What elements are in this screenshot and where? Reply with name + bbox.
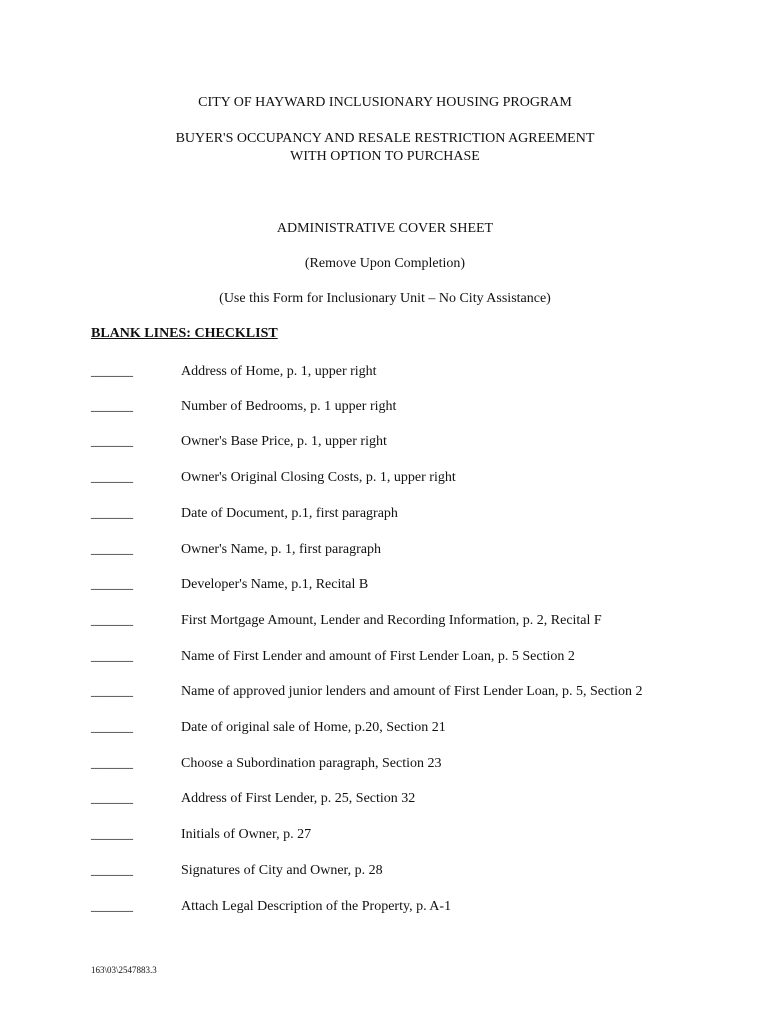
blank-line[interactable]: ______: [91, 720, 133, 735]
checklist-item-label: Name of First Lender and amount of First Lender Loan, p. 5 Section 2: [181, 649, 575, 664]
checklist-item: [0, 469, 770, 487]
blank-line[interactable]: ______: [91, 899, 133, 914]
checklist-item: [0, 719, 770, 737]
checklist-item: [0, 398, 770, 416]
checklist-item: [0, 790, 770, 808]
checklist-item-label: Owner's Name, p. 1, first paragraph: [181, 542, 382, 557]
checklist-item-label: Address of Home, p. 1, upper right: [181, 364, 377, 379]
checklist-item: [0, 541, 770, 559]
agreement-title-line-1: BUYER'S OCCUPANCY AND RESALE RESTRICTION AGREEMENT: [175, 131, 595, 146]
checklist-item: [0, 576, 770, 594]
checklist-item-label: Date of Document, p.1, first paragraph: [181, 506, 398, 521]
blank-line[interactable]: ______: [91, 756, 133, 771]
checklist-item: [0, 363, 770, 381]
checklist-heading: BLANK LINES: CHECKLIST: [91, 326, 278, 341]
blank-line[interactable]: ______: [91, 791, 133, 806]
checklist-item-label: Owner's Original Closing Costs, p. 1, upper right: [181, 470, 456, 485]
agreement-title-line-2: WITH OPTION TO PURCHASE: [290, 149, 480, 164]
checklist-item-label: Number of Bedrooms, p. 1 upper right: [181, 399, 397, 414]
cover-sheet-title: ADMINISTRATIVE COVER SHEET: [276, 221, 494, 236]
checklist-item: [0, 898, 770, 916]
checklist-item-label: Choose a Subordination paragraph, Section 23: [181, 756, 442, 771]
checklist-item-label: Owner's Base Price, p. 1, upper right: [181, 434, 387, 449]
checklist-item-label: Signatures of City and Owner, p. 28: [181, 863, 383, 878]
blank-line[interactable]: ______: [91, 577, 133, 592]
checklist-item-label: Initials of Owner, p. 27: [181, 827, 312, 842]
blank-line[interactable]: ______: [91, 827, 133, 842]
checklist-item: [0, 683, 770, 701]
blank-line[interactable]: ______: [91, 364, 133, 379]
remove-note: (Remove Upon Completion): [304, 256, 466, 271]
checklist-item: [0, 612, 770, 630]
blank-line[interactable]: ______: [91, 649, 133, 664]
document-id-footer: 163\03\2547883.3: [91, 965, 157, 975]
checklist-item-label: Name of approved junior lenders and amount of First Lender Loan, p. 5, Section 2: [181, 684, 643, 699]
blank-line[interactable]: ______: [91, 684, 133, 699]
checklist-item: [0, 505, 770, 523]
checklist-item: [0, 826, 770, 844]
checklist-item: [0, 862, 770, 880]
checklist-item: [0, 755, 770, 773]
blank-line[interactable]: ______: [91, 434, 133, 449]
checklist-item-label: Date of original sale of Home, p.20, Section 21: [181, 720, 446, 735]
checklist-item-label: Attach Legal Description of the Property, p. A-1: [181, 899, 452, 914]
checklist-item-label: Developer's Name, p.1, Recital B: [181, 577, 369, 592]
checklist-item: [0, 648, 770, 666]
program-title: CITY OF HAYWARD INCLUSIONARY HOUSING PROGRAM: [198, 95, 572, 110]
blank-line[interactable]: ______: [91, 863, 133, 878]
blank-line[interactable]: ______: [91, 399, 133, 414]
blank-line[interactable]: ______: [91, 470, 133, 485]
checklist-item-label: First Mortgage Amount, Lender and Recording Information, p. 2, Recital F: [181, 613, 602, 628]
blank-line[interactable]: ______: [91, 613, 133, 628]
use-note: (Use this Form for Inclusionary Unit – No City Assistance): [219, 291, 551, 306]
blank-line[interactable]: ______: [91, 506, 133, 521]
checklist-item: [0, 433, 770, 451]
checklist-item-label: Address of First Lender, p. 25, Section 32: [181, 791, 416, 806]
blank-line[interactable]: ______: [91, 542, 133, 557]
